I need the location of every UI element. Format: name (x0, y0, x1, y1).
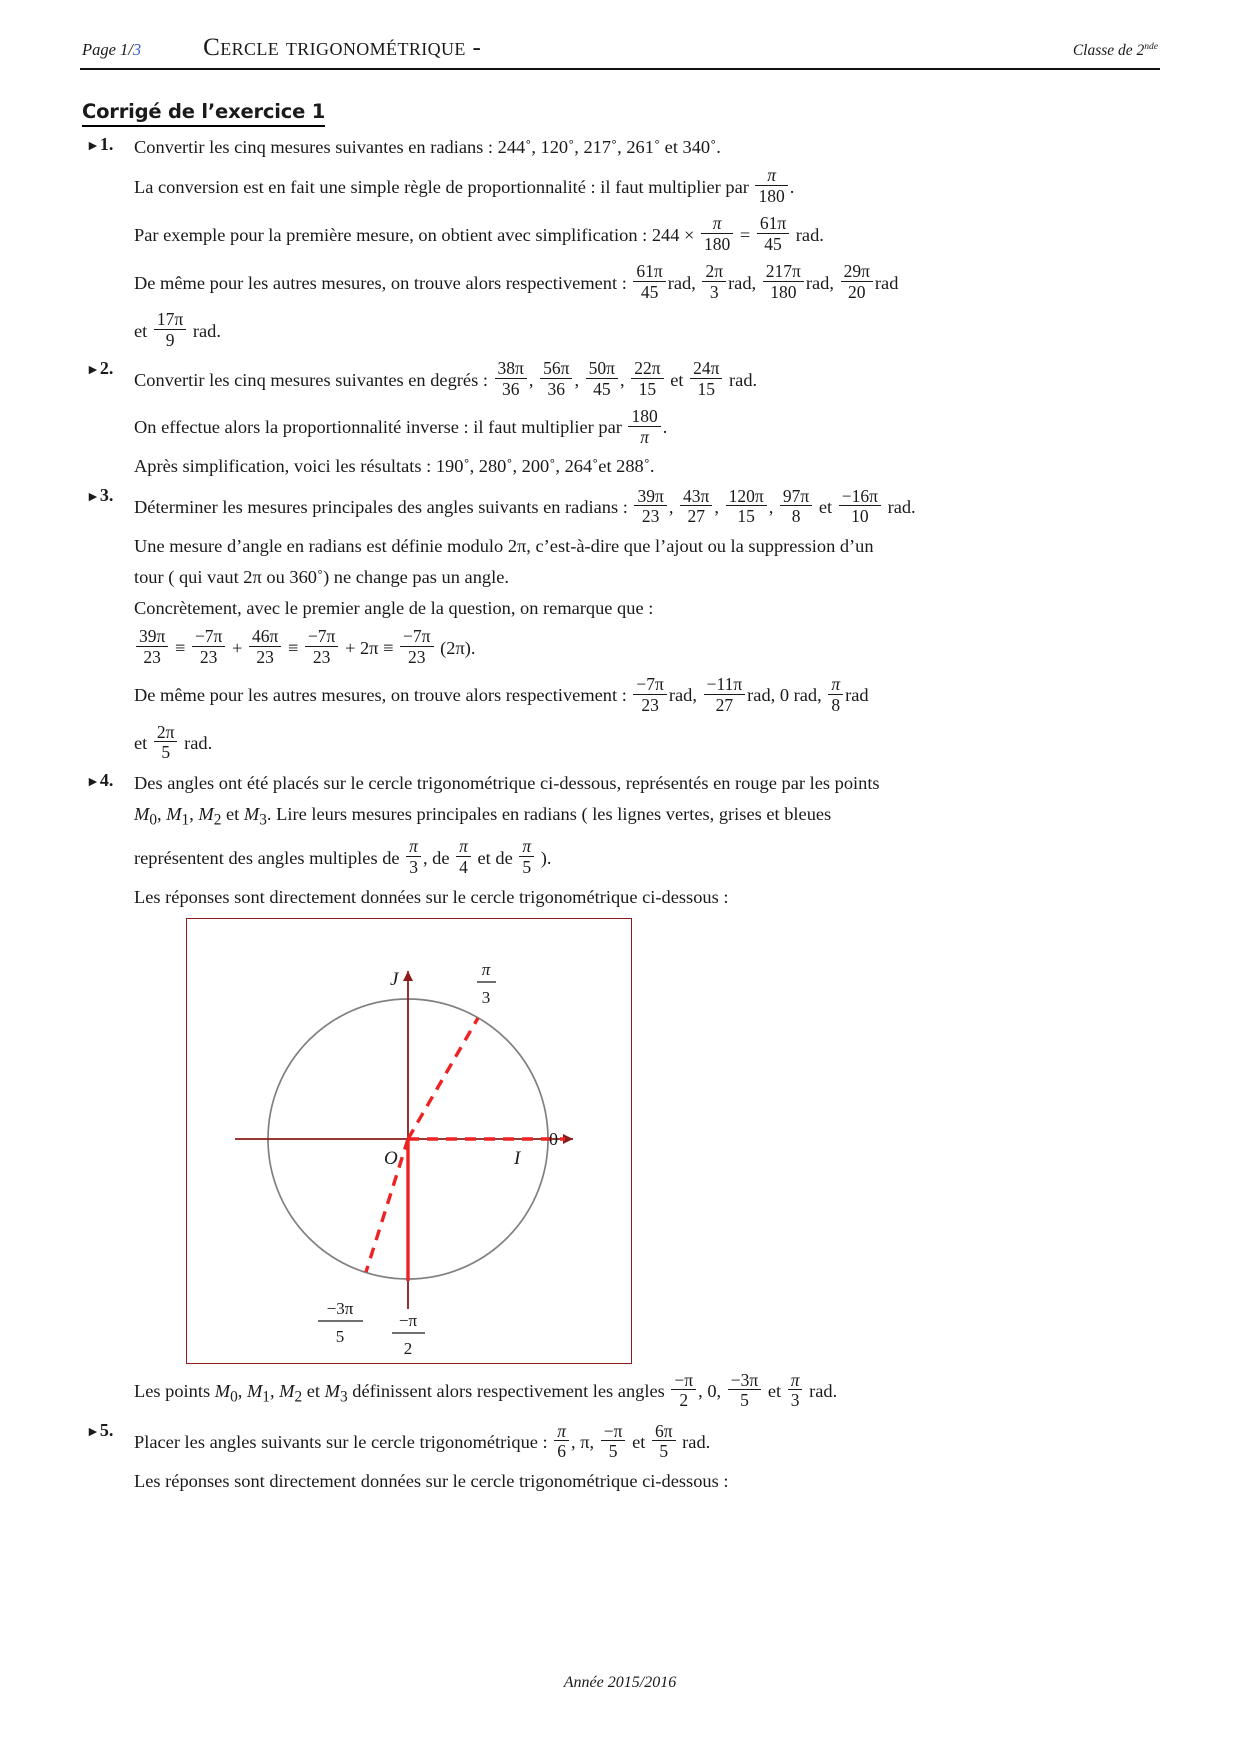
q3-line7 (134, 720, 1162, 767)
fraction-38pi-36: $\frac{38\pi}{36}$ (495, 359, 527, 398)
question-2 (78, 357, 1162, 483)
trig-circle-svg (187, 919, 628, 1360)
q3-line6-text: De même pour les autres mesures, on trouve alors respectivement : (134, 685, 627, 706)
q1-line4 (134, 260, 1162, 307)
questions-list (78, 133, 1162, 1497)
class-label-text: Classe de 2 (1072, 42, 1145, 59)
after-point-m3: M (324, 1381, 340, 1402)
q2-comma-2: , (574, 369, 580, 390)
fraction-pi-8: $\frac{\pi}{8}$ (828, 675, 843, 714)
point-m1: M (166, 804, 182, 825)
q1-line3-text: Par exemple pour la première mesure, on obtient avec simplification : 244 × (134, 224, 695, 245)
label-O: O (384, 1148, 398, 1170)
fraction-50pi-45: $\frac{50\pi}{45}$ (586, 359, 618, 398)
q4-line2: $M_0$, $M_1$, $M_2$ et $M_3$. Lire leurs mesures principales en radians ( les lignes vertes, grises et bleues (134, 804, 832, 829)
q1-prompt: Convertir les cinq mesures suivantes en radians : 244˚, 120˚, 217˚, 261˚ et 340˚. (134, 137, 721, 157)
q3-rad-3: rad (845, 685, 869, 706)
fraction-43pi-27: $\frac{43\pi}{27}$ (680, 487, 712, 526)
question-3-number: 3. (99, 485, 114, 506)
label-pi-3-num: π (481, 960, 491, 980)
q1-line2-text: La conversion est en fait une simple règle de proportionnalité : il faut multiplier par (134, 176, 749, 197)
q4-after-text2: définissent alors respectivement les angles (352, 1381, 665, 1402)
after-point-m1: M (246, 1381, 263, 1402)
trig-circle-figure-wrap (186, 918, 1162, 1364)
q2-comma-3: , (620, 369, 625, 390)
q2-line2-period: . (662, 417, 668, 438)
q1-rad-4: rad (874, 272, 899, 293)
q4-de-2: et de (477, 847, 513, 868)
page-number-label: Page 1/ (82, 40, 133, 59)
q4-line2-rest: . Lire leurs mesures principales en radians ( les lignes vertes, grises et bleues (266, 804, 832, 825)
q4-ans-rad: rad. (809, 1381, 838, 1402)
q1-line4-text: De même pour les autres mesures, on trouve alors respectivement : (134, 272, 627, 293)
question-2-marker (86, 358, 113, 379)
q5-line2: Les réponses sont directement données sur le cercle trigonométrique ci-dessous : (134, 1471, 729, 1491)
q4-ans-zero: , 0, (698, 1381, 722, 1402)
q5-line1-text: Placer les angles suivants sur le cercle trigonométrique : (134, 1432, 548, 1453)
question-1-number: 1. (99, 134, 114, 154)
q3-rad: rad. (887, 497, 916, 518)
q3-line2: Une mesure d’angle en radians est définie modulo 2π, c’est-à-dire que l’ajout ou la suppression d’un (134, 536, 874, 557)
bullet-triangle-icon: ► (86, 490, 100, 506)
q3-rad-1: rad, (668, 685, 697, 706)
fraction-39pi-23-b: $\frac{39\pi}{23}$ (136, 627, 168, 666)
q1-line5-rad: rad. (192, 320, 221, 341)
q3-comma-2: , (714, 497, 719, 518)
fraction-pi-5-q4: $\frac{\pi}{5}$ (519, 837, 534, 876)
q5-rad: rad. (682, 1432, 711, 1453)
q2-line1-text: Convertir les cinq mesures suivantes en degrés : (134, 369, 488, 390)
fraction-24pi-15: $\frac{24\pi}{15}$ (690, 359, 722, 398)
q3-line7-et: et (134, 733, 148, 754)
label-mpi2-den: 2 (403, 1339, 413, 1359)
after-point-m1-sub: 1 (262, 1389, 270, 1406)
bullet-triangle-icon: ► (86, 139, 100, 154)
after-point-m3-sub: 3 (339, 1389, 348, 1406)
q3-line5-equation (134, 625, 1162, 672)
fraction-56pi-36: $\frac{56\pi}{36}$ (540, 359, 572, 398)
document-title-text: Cercle trigonométrique - (203, 34, 482, 61)
point-m1-sub: 1 (181, 811, 190, 829)
q2-line3: Après simplification, voici les résultats : 190˚, 280˚, 200˚, 264˚et 288˚. (134, 456, 655, 477)
fraction-pi-3-ans: $\frac{\pi}{3}$ (788, 1371, 803, 1410)
fraction-minus7pi-23-b: $\frac{-7\pi}{23}$ (305, 627, 338, 666)
trig-circle-figure (186, 918, 632, 1364)
q1-line2 (134, 164, 1162, 211)
q4-ans-et: et (767, 1381, 782, 1402)
page-number (82, 40, 141, 60)
after-point-m2-sub: 2 (294, 1389, 303, 1406)
q3-equiv-2: ≡ (287, 637, 299, 658)
q4-after-et: et (306, 1381, 321, 1402)
bullet-triangle-icon: ► (86, 1425, 100, 1441)
q4-et: et (226, 804, 240, 825)
q4-line1: Des angles ont été placés sur le cercle trigonométrique ci-dessous, représentés en rouge par les points (134, 773, 880, 794)
label-angle-zero: 0 (549, 1129, 558, 1150)
q4-line3-text: représentent des angles multiples de (134, 847, 400, 868)
fraction-pi-3-q4: $\frac{\pi}{3}$ (406, 837, 421, 876)
question-4-marker (86, 770, 113, 791)
fraction-2pi-3: $\frac{2\pi}{3}$ (702, 262, 726, 301)
q4-after-figure: Les points $M_0$, $M_1$, $M_2$ et $M_3$ définissent alors respectivement les angles $\frac{-\pi}{2}$ , 0, $\frac{-3\pi}{5}$ et $\frac{\pi}{3}$ rad. (134, 1369, 838, 1411)
q1-rad-1: rad, (667, 272, 696, 293)
bullet-triangle-icon: ► (86, 775, 100, 791)
q2-rad: rad. (729, 369, 758, 390)
fraction-minus-3pi-5-ans: $\frac{-3\pi}{5}$ (728, 1371, 761, 1410)
class-label-sup: nde (1144, 41, 1158, 52)
fraction-39pi-23: $\frac{39\pi}{23}$ (634, 487, 666, 526)
question-1 (78, 133, 1162, 355)
question-5 (78, 1419, 1162, 1497)
point-m0: M (134, 804, 150, 825)
q1-rad-3: rad, (805, 272, 834, 293)
q3-comma-1: , (668, 497, 674, 518)
q5-line1 (134, 1419, 1162, 1466)
q3-mod-2pi: (2π). (440, 637, 476, 658)
fraction-6pi-5: $\frac{6\pi}{5}$ (652, 1422, 676, 1461)
q5-et: et (632, 1432, 646, 1453)
fraction-pi-6: $\frac{\pi}{6}$ (554, 1422, 569, 1461)
q2-comma-1: , (528, 369, 534, 390)
after-point-m0: M (214, 1381, 231, 1402)
bullet-triangle-icon: ► (86, 362, 100, 378)
page-footer: Année 2015/2016 (563, 1674, 677, 1691)
q1-line2-period: . (789, 176, 795, 197)
question-1-marker (86, 134, 113, 155)
q3-equiv-1: ≡ (174, 637, 186, 658)
label-fraction-minus-3pi-5 (318, 1299, 363, 1346)
fraction-61pi-45: $\frac{61\pi}{45}$ (757, 214, 789, 253)
q3-et: et (818, 497, 833, 518)
label-pi-3-den: 3 (481, 988, 491, 1008)
document-title (141, 34, 1073, 62)
fraction-minus-pi-2-ans: $\frac{-\pi}{2}$ (671, 1371, 696, 1410)
label-fraction-minus-pi-2 (392, 1311, 425, 1358)
question-4-number: 4. (99, 770, 114, 791)
after-point-m2: M (279, 1381, 295, 1402)
fraction-pi-4-q4: $\frac{\pi}{4}$ (456, 837, 471, 876)
q2-et: et (670, 369, 684, 390)
q1-line5-et: et (134, 320, 148, 341)
q2-line2 (134, 404, 1162, 451)
point-m2-sub: 2 (213, 811, 222, 829)
class-label (1073, 42, 1158, 60)
label-J: J (390, 969, 399, 991)
point-m2: M (198, 804, 214, 825)
label-m3pi5-num: −3π (326, 1299, 354, 1319)
q3-line7-rad: rad. (184, 733, 213, 754)
fraction-61pi-45-b: $\frac{61\pi}{45}$ (633, 262, 665, 301)
q3-line1 (134, 484, 1162, 531)
y-axis-arrow (403, 971, 413, 981)
fraction-180-pi: $\frac{180}{\pi}$ (628, 407, 660, 446)
label-fraction-pi-3 (477, 960, 496, 1007)
question-5-number: 5. (99, 1420, 114, 1441)
q2-line1 (134, 357, 1162, 404)
point-m3-sub: 3 (259, 811, 267, 829)
q4-line3 (134, 835, 1162, 882)
fraction-217pi-180: $\frac{217\pi}{180}$ (763, 262, 804, 301)
section-title: Corrigé de l’exercice 1 (82, 100, 325, 127)
fraction-17pi-9: $\frac{17\pi}{9}$ (154, 310, 186, 349)
fraction-pi-180-b: $\frac{\pi}{180}$ (701, 214, 733, 253)
question-3-marker (86, 485, 113, 506)
fraction-2pi-5: $\frac{2\pi}{5}$ (154, 723, 178, 762)
q1-rad-2: rad, (728, 272, 757, 293)
fraction-minus16pi-10: $\frac{-16\pi}{10}$ (839, 487, 881, 526)
q1-line3-rad: rad. (795, 224, 824, 245)
fraction-minus7pi-23-a: $\frac{-7\pi}{23}$ (192, 627, 225, 666)
q1-line5 (134, 308, 1162, 355)
label-I: I (514, 1148, 521, 1170)
q3-line1-text: Déterminer les mesures principales des angles suivants en radians : (134, 497, 628, 518)
fraction-minus11pi-27: $\frac{-11\pi}{27}$ (704, 675, 746, 714)
fraction-22pi-15: $\frac{22\pi}{15}$ (631, 359, 663, 398)
fraction-120pi-15: $\frac{120\pi}{15}$ (726, 487, 767, 526)
q3-line4: Concrètement, avec le premier angle de la question, on remarque que : (134, 597, 654, 618)
fraction-97pi-8: $\frac{97\pi}{8}$ (780, 487, 812, 526)
page-total: 3 (132, 40, 142, 59)
fraction-minus-pi-5: $\frac{-\pi}{5}$ (601, 1422, 626, 1461)
question-3 (78, 484, 1162, 767)
fraction-minus7pi-23-d: $\frac{-7\pi}{23}$ (633, 675, 666, 714)
q4-de-1: , de (422, 847, 450, 868)
fraction-46pi-23: $\frac{46\pi}{23}$ (249, 627, 281, 666)
fraction-pi-180: $\frac{\pi}{180}$ (755, 166, 787, 205)
label-mpi2-num: −π (398, 1311, 418, 1331)
page-header (78, 34, 1162, 68)
label-m3pi5-den: 5 (335, 1327, 345, 1347)
q3-rad-2: rad, 0 rad, (747, 685, 822, 706)
q4-line4: Les réponses sont directement données sur le cercle trigonométrique ci-dessous : (134, 886, 729, 907)
fraction-29pi-20: $\frac{29\pi}{20}$ (841, 262, 873, 301)
question-2-number: 2. (99, 357, 114, 378)
after-point-m0-sub: 0 (230, 1389, 238, 1406)
q3-plus-1: + (232, 637, 243, 658)
header-rule (80, 68, 1160, 70)
question-5-marker (86, 1420, 113, 1441)
q3-line3: tour ( qui vaut 2π ou 360˚) ne change pas un angle. (134, 566, 509, 587)
q2-line2-text: On effectue alors la proportionnalité inverse : il faut multiplier par (134, 417, 622, 438)
q4-line3-end: ). (540, 847, 552, 868)
q1-line3 (134, 212, 1162, 259)
point-m3: M (243, 804, 260, 825)
fraction-minus7pi-23-c: $\frac{-7\pi}{23}$ (400, 627, 433, 666)
point-m0-sub: 0 (149, 811, 157, 829)
question-4 (78, 769, 1162, 1417)
q1-equals: = (739, 224, 751, 245)
q3-line6 (134, 672, 1162, 719)
q4-after-text: Les points (134, 1381, 211, 1402)
ray-angle-pi-3 (408, 1018, 478, 1139)
q3-plus-2pi-equiv: + 2π ≡ (345, 637, 394, 658)
q5-comma-pi: , π, (571, 1432, 595, 1453)
q3-comma-3: , (768, 497, 774, 518)
